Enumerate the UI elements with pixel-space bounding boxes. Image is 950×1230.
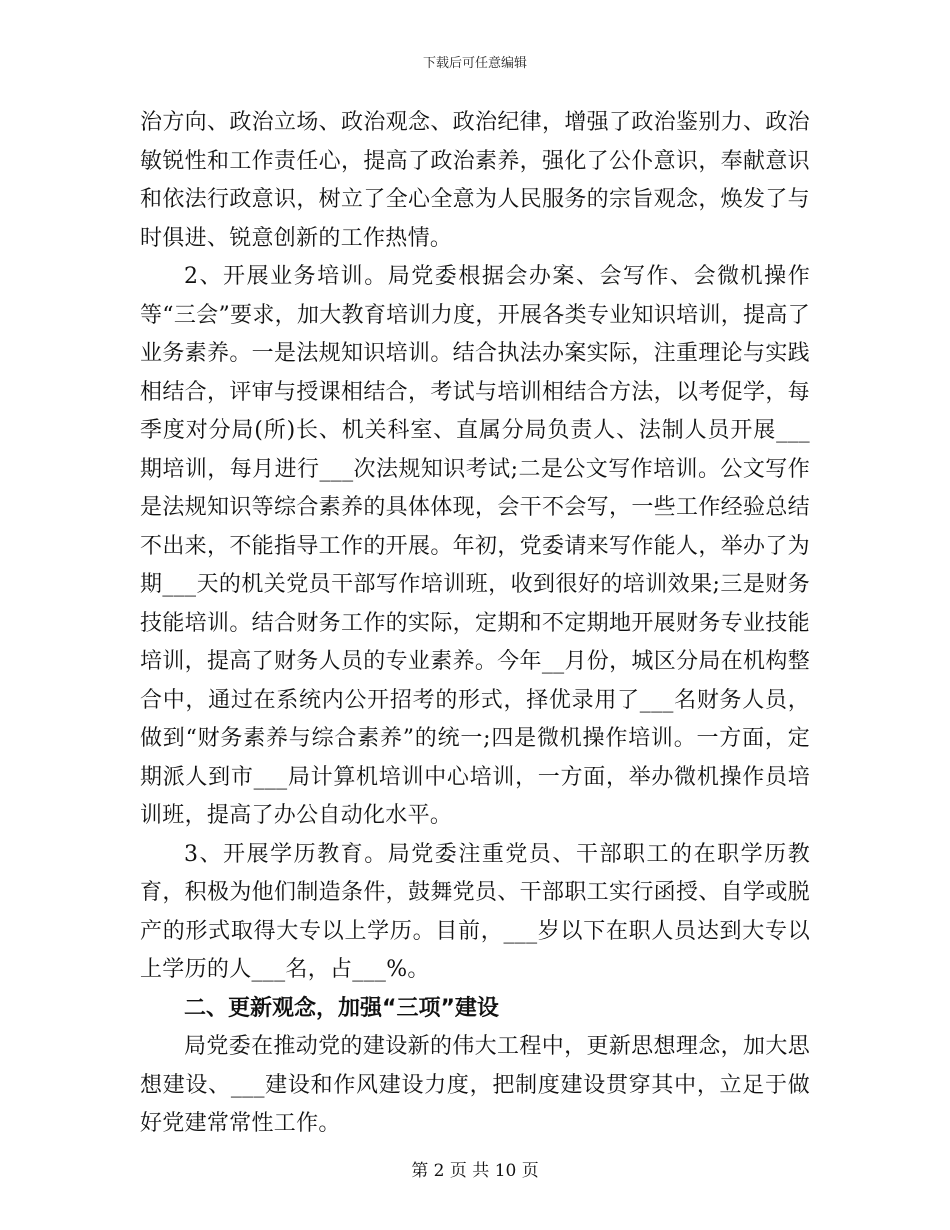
section-heading: 二、更新观念，加强“三项”建设 [184, 995, 499, 1021]
paragraph-business-training: 2、开展业务培训。局党委根据会办案、会写作、会微机操作等“三会”要求，加大教育培训力度，开展各类专业知识培训，提高了业务素养。一是法规知识培训。结合执法办案实际，注重理论与实践相结合，评审与授课相结合，考试与培训相结合方法，以考促学，每季度对分局(所)长、机关科室、直属分局负责人、法制人员开展___期培训，每月进行___次法规知识考试;二是公文写作培训。公文写作是法规知识等综合素养的具体体现，会干不会写，一些工作经验总结不出来，不能指导工作的开展。年初，党委请来写作能人，举办了为期___天的机关党员干部写作培训班，收到很好的培训效果;三是财务技能培训。结合财务工作的实际，定期和不定期地开展财务专业技能培训，提高了财务人员的专业素养。今年__月份，城区分局在机构整合中，通过在系统内公开招考的形式，择优录用了___名财务人员，做到“财务素养与综合素养”的统一;四是微机操作培训。一方面，定期派人到市___局计算机培训中心培训，一方面，举办微机操作员培训班，提高了办公自动化水平。 [140, 264, 810, 828]
page-header: 下载后可任意编辑 [422, 56, 527, 71]
paragraph-education: 3、开展学历教育。局党委注重党员、干部职工的在职学历教育，积极为他们制造条件，鼓舞党员、干部职工实行函授、自学或脱产的形式取得大专以上学历。目前，___岁以下在职人员达到大专以上学历的人___名，占___%。 [140, 841, 810, 982]
page-number: 第 2 页 共 10 页 [411, 1161, 539, 1181]
paragraph-section-intro: 局党委在推动党的建设新的伟大工程中，更新思想理念，加大思想建设、___建设和作风建设力度，把制度建设贯穿其中，立足于做好党建常常性工作。 [140, 1034, 810, 1136]
document-body [140, 104, 810, 1144]
paragraph-continuation: 治方向、政治立场、政治观念、政治纪律，增强了政治鉴别力、政治敏锐性和工作责任心，提高了政治素养，强化了公仆意识，奉献意识和依法行政意识，树立了全心全意为人民服务的宗旨观念，焕发了与时俱进、锐意创新的工作热情。 [140, 110, 810, 251]
